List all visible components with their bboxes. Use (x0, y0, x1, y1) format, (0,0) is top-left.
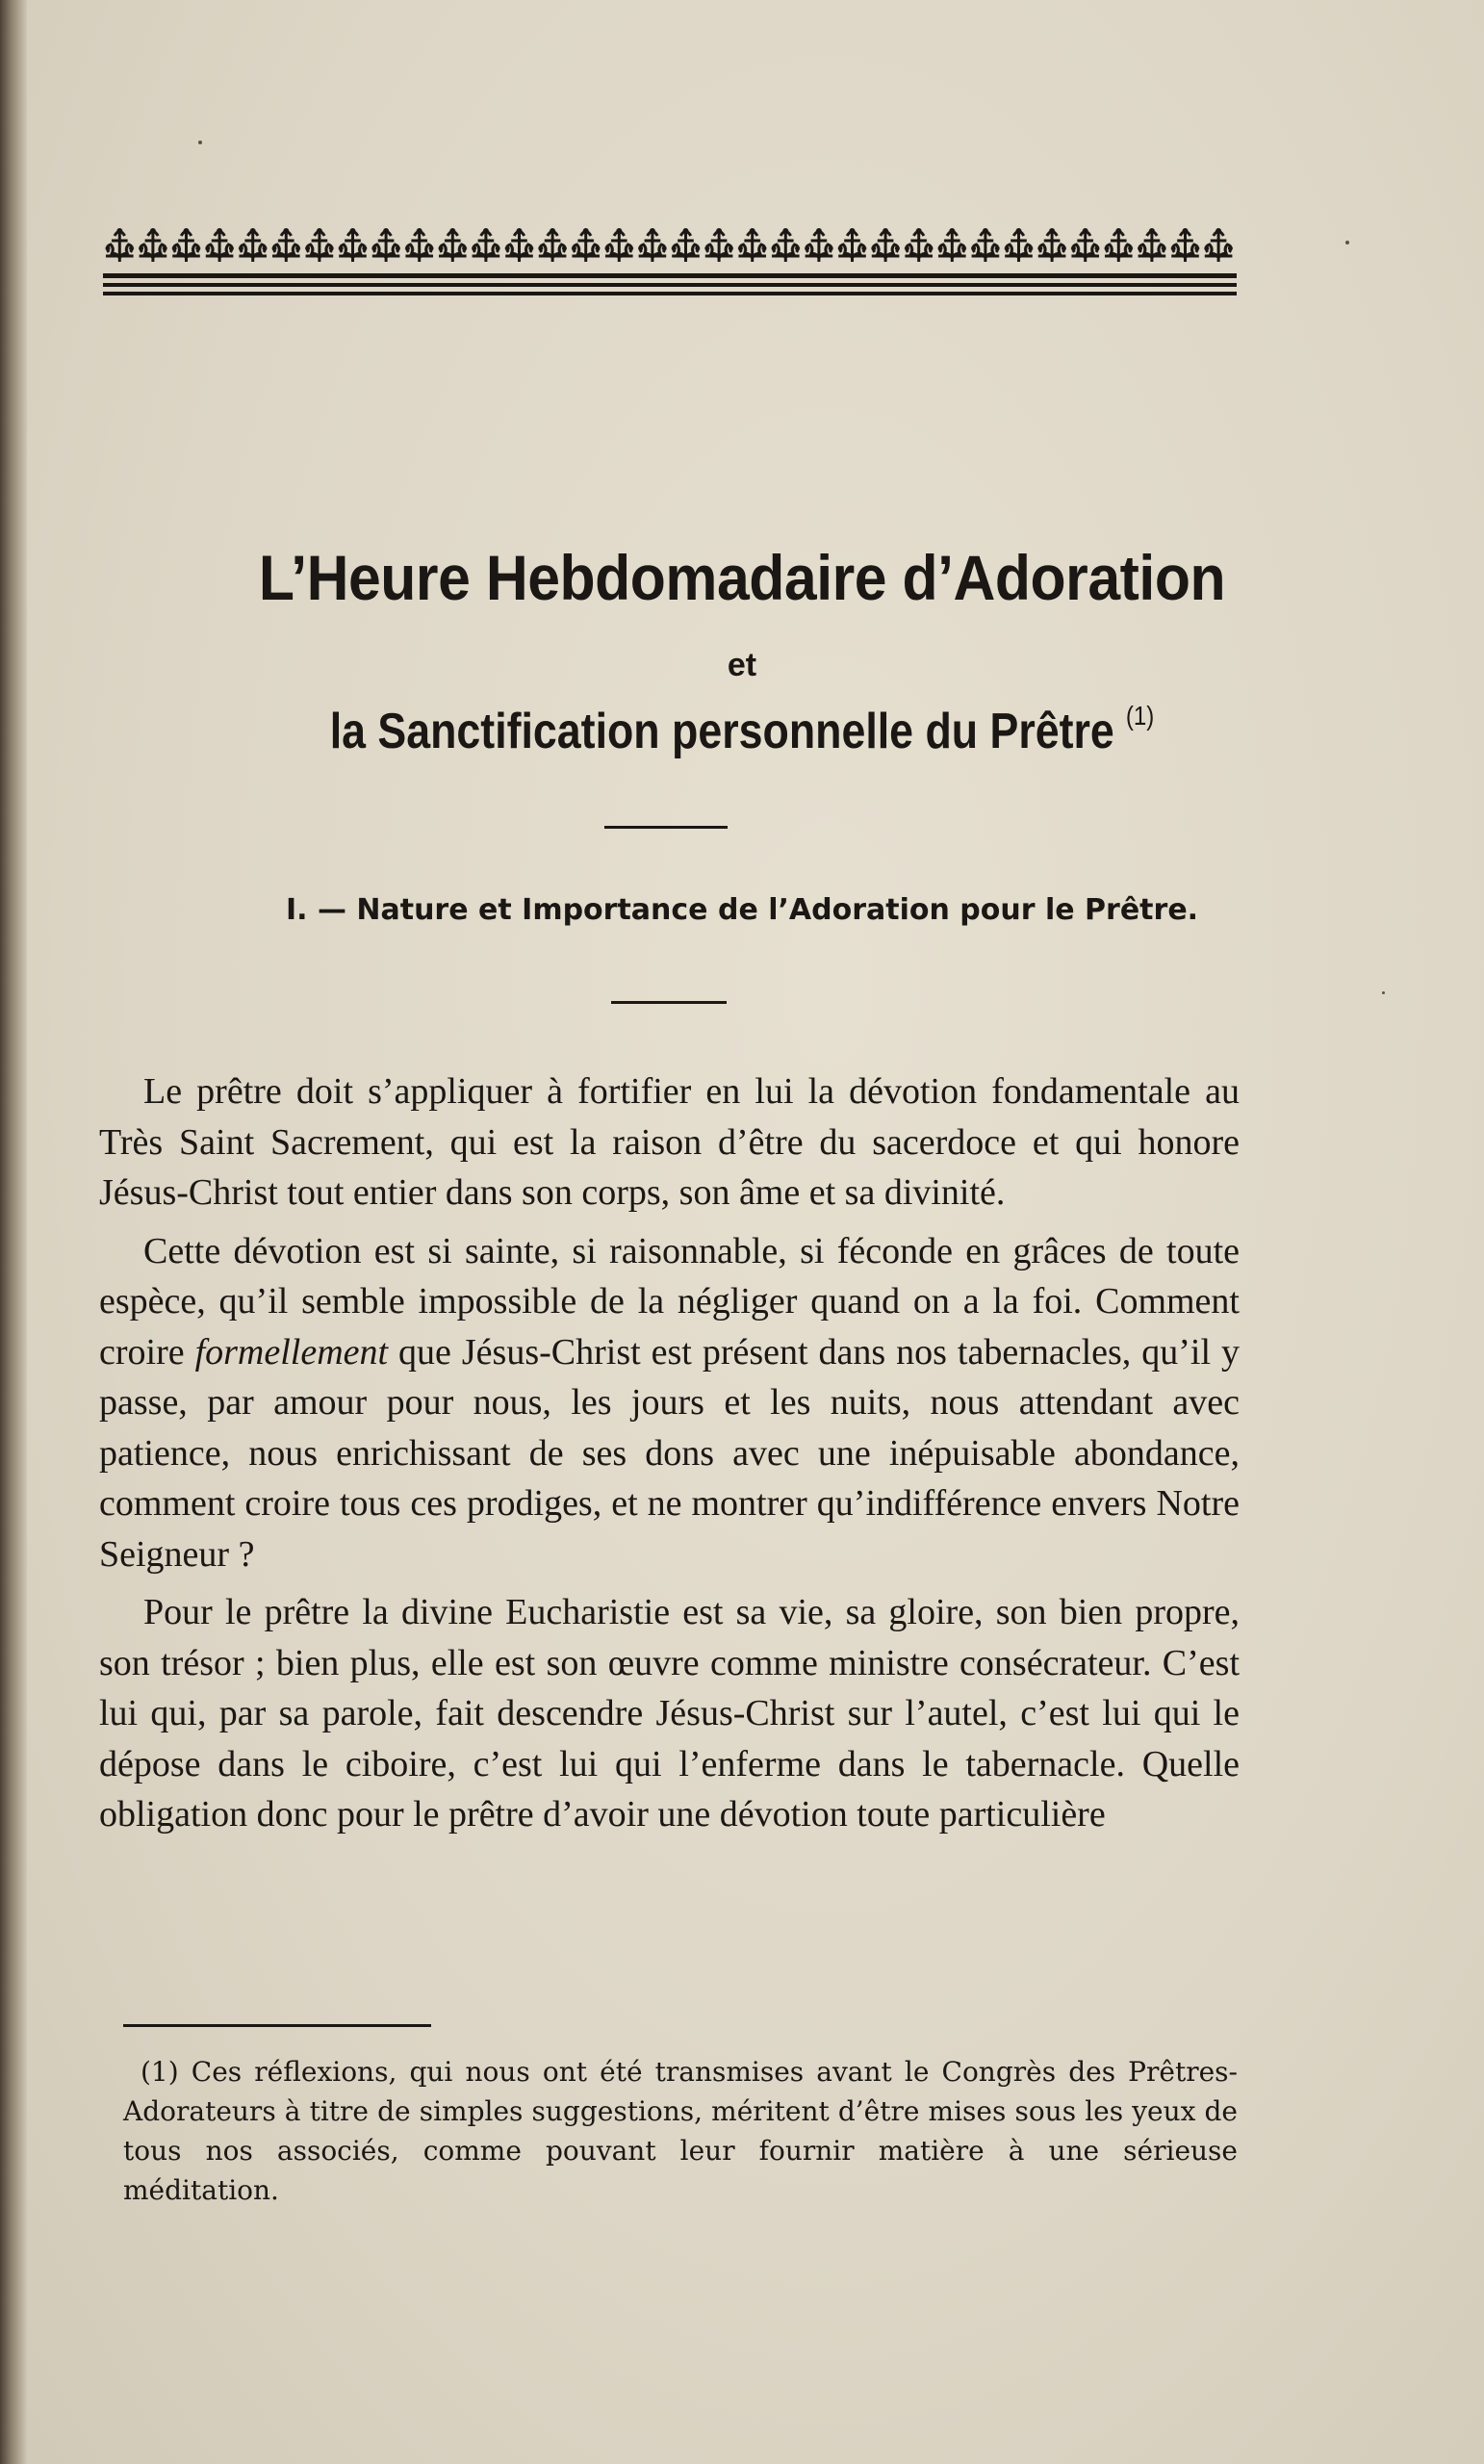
section-divider-rule (611, 1001, 727, 1004)
title-divider-rule (604, 826, 728, 829)
subtitle-text: la Sanctification personnelle du Prêtre (329, 704, 1114, 759)
paper-speck (1345, 241, 1349, 244)
book-gutter-shadow (0, 0, 27, 2464)
paper-speck (198, 141, 202, 144)
paper-speck (1382, 991, 1385, 994)
paragraph-3: Pour le prêtre la divine Eucharistie est sa vie, sa gloire, son bien propre, son trésor ; bien plus, elle est son œuvre comme ministre consécrateur. C’est lui qui, par sa parole, fait descendre Jésus-Christ sur l’autel, c’est lui qui le dépose dans le ciboire, c’est lui qui l’enferme dans le tabernacle. Quelle obligation donc pour le prêtre d’avoir une dévotion toute particulière (99, 1592, 1240, 1835)
article-subtitle (104, 701, 1380, 760)
footnote: (1) Ces réflexions, qui nous ont été transmises avant le Congrès des Prêtres-Adorateurs à titre de simples suggestions, méritent d’être mises sous les yeux de tous nos associés, comme pouvant leur fournir matière à une sérieuse méditation. (123, 2056, 1238, 2206)
paragraph-1: Le prêtre doit s’appliquer à fortifier en lui la dévotion fondamentale au Très Saint Sacrement, qui est la raison d’être du sacerdoce et qui honore Jésus-Christ tout entier dans son corps, son âme et sa divinité. (99, 1071, 1240, 1213)
paragraph-2 (99, 1226, 1240, 1580)
decorative-border-ornament (103, 223, 1237, 310)
body-text (99, 1066, 1240, 1840)
emphasized-word: formellement (194, 1331, 389, 1373)
title-connector: et (727, 647, 757, 683)
section-heading: I. — Nature et Importance de l’Adoration pour le Prêtre. (285, 893, 1199, 927)
paragraph-2-text-start: Cette dévotion est si sainte, si raisonnable, si féconde en grâces de toute espèce, qu’il semble impossible de la négliger quand on a la foi. Comment croire (99, 1230, 1240, 1373)
paragraph-2-text-end: que Jésus-Christ est présent dans nos tabernacles, qu’il y passe, par amour pour nous, les jours et les nuits, nous attendant avec patience, nous enrichissant de ses dons avec une inépuisable abondance, comment croire tous ces prodiges, et ne montrer qu’indifférence envers Notre Seigneur ? (99, 1331, 1240, 1575)
article-title: L’Heure Hebdomadaire d’Adoration (258, 542, 1226, 613)
footnote-reference: (1) (1125, 701, 1155, 731)
footnote-separator-rule (123, 2024, 431, 2027)
